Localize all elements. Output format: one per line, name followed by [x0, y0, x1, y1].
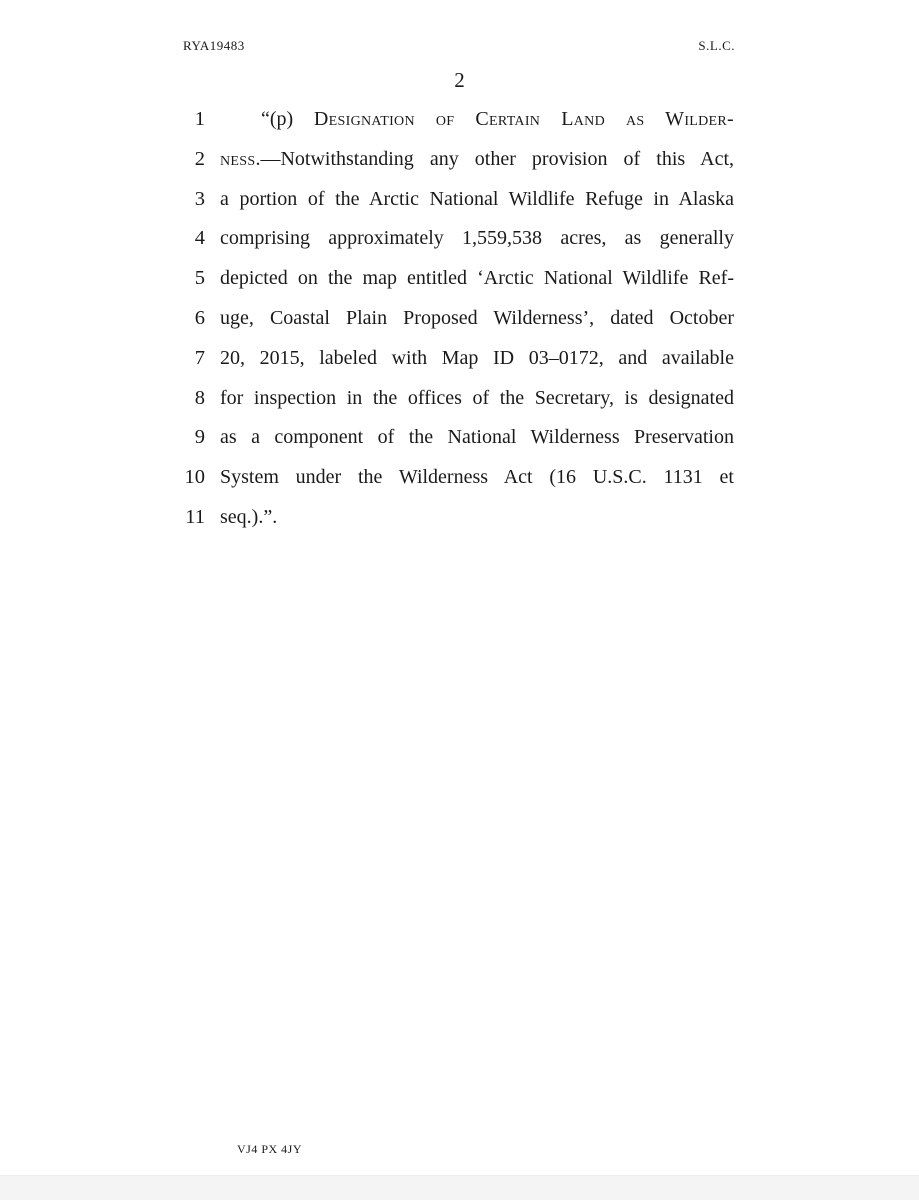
document-id: RYA19483 — [183, 38, 245, 53]
line-text — [220, 462, 734, 492]
text-segment: comprising approximately 1,559,538 acres, as generally — [220, 227, 734, 250]
text-line — [0, 502, 919, 532]
small-caps-segment: Designation of Certain Land as Wilder- — [313, 108, 734, 130]
line-text — [220, 263, 734, 293]
text-line — [0, 343, 919, 373]
line-number: 11 — [185, 506, 205, 528]
text-line — [0, 263, 919, 293]
small-caps-segment: ness — [220, 147, 256, 170]
line-text — [220, 422, 734, 452]
text-line — [0, 383, 919, 413]
text-segment: “(p) — [261, 108, 314, 130]
text-segment: for inspection in the offices of the Secretary, is designated — [220, 386, 734, 409]
document-type-label: S.L.C. — [698, 38, 735, 53]
line-number: 3 — [194, 187, 205, 210]
text-segment: System under the Wilderness Act (16 U.S.C. 1131 et — [220, 466, 734, 489]
line-number: 2 — [194, 147, 205, 170]
text-segment: uge, Coastal Plain Proposed Wilderness’, dated October — [220, 307, 734, 329]
text-segment: a portion of the Arctic National Wildlife Refuge in Alaska — [220, 187, 734, 210]
text-segment: .—Notwithstanding any other provision of this Act, — [255, 147, 734, 170]
line-number: 8 — [194, 386, 205, 409]
line-number: 1 — [194, 108, 205, 130]
line-text — [220, 144, 734, 174]
line-number: 10 — [184, 466, 205, 489]
line-number: 5 — [194, 267, 205, 290]
text-line — [0, 144, 919, 174]
line-text — [220, 502, 734, 532]
text-line — [0, 422, 919, 452]
text-line — [0, 184, 919, 214]
line-text — [220, 223, 734, 253]
viewer-bottom-strip — [0, 1175, 919, 1200]
text-segment: as a component of the National Wilderness Preservation — [220, 426, 734, 449]
line-text — [220, 303, 734, 333]
line-text — [220, 383, 734, 413]
page-number: 2 — [454, 68, 465, 92]
footer-code: VJ4 PX 4JY — [237, 1142, 303, 1156]
text-line — [0, 303, 919, 333]
text-line — [0, 462, 919, 492]
line-number: 6 — [194, 307, 205, 329]
line-number: 4 — [194, 227, 205, 250]
text-segment: seq.).”. — [220, 506, 278, 528]
line-number: 7 — [194, 346, 205, 369]
line-text — [220, 343, 734, 373]
line-number: 9 — [194, 426, 205, 449]
text-line — [0, 223, 919, 253]
line-text — [220, 104, 734, 134]
text-line — [0, 104, 919, 134]
line-text — [220, 184, 734, 214]
text-segment: 20, 2015, labeled with Map ID 03–0172, and available — [220, 346, 734, 369]
text-segment: depicted on the map entitled ‘Arctic National Wildlife Ref- — [220, 267, 734, 290]
